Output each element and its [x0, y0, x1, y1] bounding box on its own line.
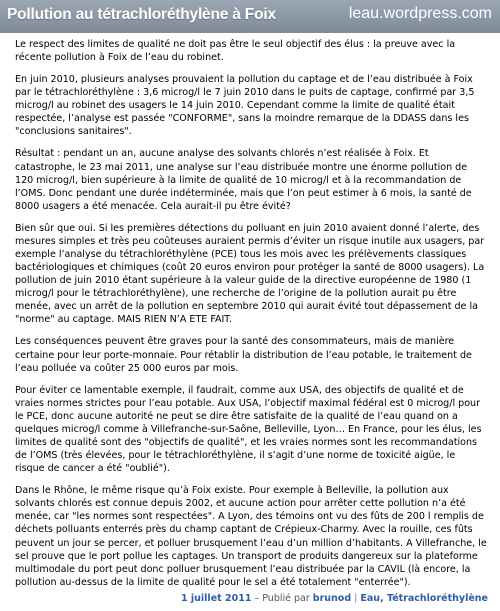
paragraph: Bien sûr que oui. Si les premières détections du polluant en juin 2010 avaient donné l’alerte, des mesures simples et très peu coûteuses auraient permis d’éviter un risque inutile aux usagers, par exemple l’analyse du tétrachloréthylène (PCE) tous les mois avec les prélèvements classiques bactériologiques et chimiques (coût 20 euros environ pour protéger la santé de 8000 usagers). La pollution de juin 2010 étant supérieure à la valeur guide de la directive européenne de 1980 (1 microg/l pour le tétrachloréthylène), une recherche de l’origine de la pollution aurait pu être menée, avec un arrêt de la pollution en septembre 2010 qui aurait évité tout dépassement de la "norme" au captage. MAIS RIEN N’A ETE FAIT. [15, 222, 485, 326]
post-date-link[interactable]: 1 juillet 2011 [180, 593, 252, 604]
published-by-label: – Publié par [254, 593, 310, 604]
paragraph: Le respect des limites de qualité ne doit pas être le seul objectif des élus : la preuve avec la récente pollution à Foix de l’eau du robinet. [15, 39, 456, 64]
post-title[interactable]: Pollution au tétrachloréthylène à Foix [7, 6, 276, 23]
author-link[interactable]: brunod [312, 593, 352, 604]
site-name[interactable]: leau.wordpress.com [348, 5, 492, 22]
paragraph: Dans le Rhône, le même risque qu’à Foix existe. Pour exemple à Belleville, la pollution aux solvants chlorés est connue depuis 2002, et aucune action pour arrêter cette pollution n’a été menée, car "les normes sont respectées". A Lyon, des témoins ont vu des fûts de 200 l remplis de déchets polluants enterrés près du champ captant de Crépieux-Charmy. Avec la rouille, ces fûts peuvent un jour se percer, et polluer brusquement l’eau d’un million d’habitants. A Villefranche, le sel prouve que le port pollue les captages. Un transport de produits dangereux sur la plateforme multimodale du port peut donc polluer brusquement l’eau distribuée par la CAVIL (là encore, la pollution au-dessus de la limite de qualité pour le sel a été totalement "enterrée"). [15, 485, 487, 588]
post-content [15, 38, 487, 598]
post-header [0, 0, 500, 33]
footer-separator: | [354, 593, 358, 604]
paragraph: Résultat : pendant un an, aucune analyse des solvants chlorés n’est réalisée à Foix. Et catastrophe, le 23 mai 2011, une analyse sur l’eau distribuée montre une énorme pollution de 120 microg/l, bien supérieure à la limite de qualité de 10 microg/l et à la recommandation de l’OMS. Donc pendant une durée indéterminée, mais que l’on peut estimer à 6 mois, la santé de 8000 usagers a été menacée. Cela aurait-il pu être évité? [15, 148, 472, 212]
paragraph: En juin 2010, plusieurs analyses prouvaient la pollution du captage et de l’eau distribuée à Foix par le tétrachloréthylène : 3,6 microg/l le 7 juin 2010 dans le puits de captage, confirmé par 3,5 microg/l au robinet des usagers le 14 juin 2010. Cependant comme la limite de qualité était respectée, l’analyse est passée "CONFORME", sans la moindre remarque de la DDASS dans les "conclusions sanitaires". [15, 74, 475, 138]
category-links[interactable]: Eau, Tétrachloréthylène [360, 593, 488, 604]
paragraph: Pour éviter ce lamentable exemple, il faudrait, comme aux USA, des objectifs de qualité et de vraies normes strictes pour l’eau potable. Aux USA, l’objectif maximal fédéral est 0 microg/l pour le PCE, donc aucune autorité ne peut se dire être satisfaite de la qualité de l’eau quand on a quelques microg/l comme à Villefranche-sur-Saône, Belleville, Lyon… En France, pour les élus, les limites de qualité sont des "objectifs de qualité", et les vraies normes sont les recommandations de l’OMS (très élevées, pour le tétrachloréthylène, il s’agit d’une norme de toxicité aigüe, le risque de cancer a été "oublié"). [15, 384, 482, 475]
paragraph: Les conséquences peuvent être graves pour la santé des consommateurs, mais de manière certaine pour leur porte-monnaie. Pour rétablir la distribution de l’eau potable, le traitement de l’eau polluée va coûter 25 000 euros par mois. [15, 336, 472, 374]
post-footer [0, 593, 500, 611]
